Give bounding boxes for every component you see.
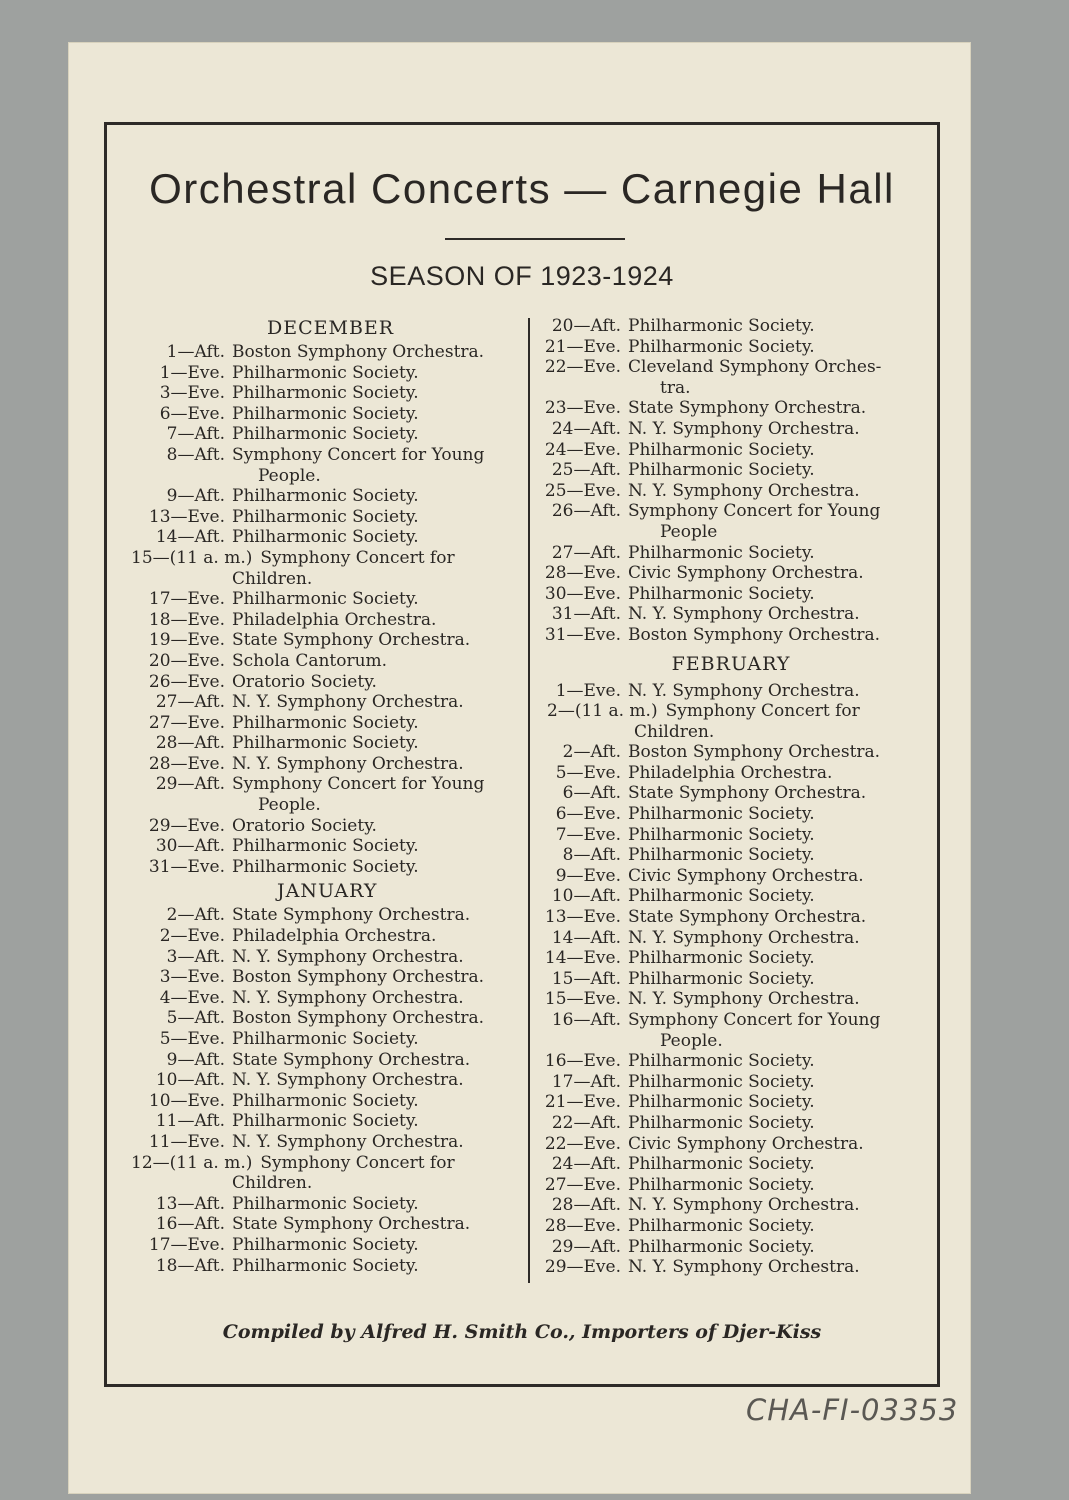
entry-event: State Symphony Orchestra. (232, 905, 471, 926)
entry-date: 4—Eve. (159, 987, 225, 1008)
page-title: Orchestral Concerts — Carnegie Hall (149, 165, 895, 212)
entry-event: Philharmonic Society. (232, 1029, 419, 1049)
entry-date: 18—Eve. (148, 609, 225, 630)
schedule-entry (131, 926, 523, 947)
entry-event: Philharmonic Society. (628, 1071, 815, 1092)
entry-event: Symphony Concert for Young (232, 444, 485, 465)
schedule-entry (533, 742, 929, 763)
schedule-entry (533, 969, 929, 990)
february-schedule-list (533, 681, 929, 1278)
schedule-entry (533, 357, 929, 378)
entry-event: N. Y. Symphony Orchestra. (232, 1070, 464, 1091)
schedule-entry (131, 857, 523, 878)
entry-event: Philharmonic Society. (232, 1111, 419, 1132)
entry-event: Philadelphia Orchestra. (232, 926, 437, 947)
entry-event: Philharmonic Society. (232, 424, 419, 445)
schedule-entry (131, 363, 523, 384)
schedule-entry (533, 460, 929, 481)
entry-event: Civic Symphony Orchestra. (628, 865, 864, 886)
schedule-entry (533, 1195, 929, 1216)
schedule-entry (533, 563, 929, 584)
entry-event: N. Y. Symphony Orchestra. (232, 692, 464, 713)
entry-date: 15—Eve. (544, 989, 621, 1010)
entry-event: Philharmonic Society. (628, 460, 815, 481)
entry-event: Cleveland Symphony Orches- (628, 357, 882, 378)
schedule-entry (131, 1235, 523, 1256)
entry-date: 27—Eve. (544, 1174, 621, 1195)
schedule-entry (533, 584, 929, 605)
entry-date: 22—Eve. (544, 357, 621, 378)
entry-event: N. Y. Symphony Orchestra. (232, 987, 464, 1008)
entry-event: Symphony Concert for (260, 547, 455, 568)
entry-date: 31—Aft. (551, 604, 621, 625)
entry-event: Philharmonic Society. (628, 845, 815, 866)
entry-date: 16—Aft. (155, 1214, 225, 1235)
entry-date: 5—Aft. (166, 1008, 225, 1029)
season-heading: SEASON OF 1923-1924 (370, 261, 674, 291)
schedule-entry (533, 825, 929, 846)
entry-date: 29—Eve. (544, 1257, 621, 1278)
entry-date: 22—Eve. (544, 1133, 621, 1154)
schedule-entry (533, 604, 929, 625)
entry-date: 26—Eve. (148, 671, 225, 692)
schedule-entry (533, 1175, 929, 1196)
entry-event: Oratorio Society. (232, 815, 377, 836)
entry-event: Philadelphia Orchestra. (628, 762, 833, 783)
entry-date: 13—Aft. (155, 1193, 225, 1214)
entry-event: Philharmonic Society. (628, 1174, 815, 1195)
entry-date: 28—Aft. (551, 1195, 621, 1216)
entry-date: 30—Aft. (155, 836, 225, 857)
entry-date: 13—Eve. (544, 907, 621, 928)
schedule-entry (131, 1029, 523, 1050)
entry-event: State Symphony Orchestra. (628, 783, 867, 804)
schedule-entry (533, 1010, 929, 1031)
schedule-entry (131, 1008, 523, 1029)
entry-event: N. Y. Symphony Orchestra. (232, 946, 464, 967)
schedule-entry (533, 866, 929, 887)
entry-date: 2—Aft. (166, 905, 225, 926)
january-schedule-list (131, 905, 523, 1276)
entry-event-continuation: People. (258, 465, 321, 486)
entry-event: Philharmonic Society. (232, 733, 419, 754)
schedule-entry (533, 1072, 929, 1093)
title-divider (445, 238, 625, 240)
schedule-entry (131, 1153, 523, 1174)
entry-date: 6—Eve. (159, 403, 225, 424)
entry-event: Boston Symphony Orchestra. (232, 342, 485, 362)
entry-event-continuation: Children. (232, 1173, 313, 1194)
column-divider (528, 318, 530, 1283)
entry-date: 28—Eve. (544, 563, 621, 584)
schedule-entry (533, 763, 929, 784)
entry-event: Philharmonic Society. (628, 1051, 815, 1072)
entry-event: Philharmonic Society. (232, 589, 419, 610)
entry-event: State Symphony Orchestra. (628, 398, 867, 419)
entry-event: Philharmonic Society. (628, 1092, 815, 1113)
entry-event: Philharmonic Society. (628, 583, 815, 604)
schedule-entry (131, 1194, 523, 1215)
entry-event: Symphony Concert for Young (232, 774, 485, 795)
entry-date: 13—Eve. (148, 506, 225, 527)
schedule-entry (131, 733, 523, 754)
entry-event: Philharmonic Society. (232, 836, 419, 857)
entry-event: Symphony Concert for Young (628, 501, 881, 522)
entry-date: 9—Aft. (166, 1049, 225, 1070)
entry-event: Boston Symphony Orchestra. (628, 624, 881, 645)
entry-event: Philharmonic Society. (232, 527, 419, 548)
entry-event: Philharmonic Society. (232, 403, 419, 424)
entry-event: Philharmonic Society. (628, 336, 815, 357)
entry-date: 31—Eve. (148, 856, 225, 877)
entry-event: Philharmonic Society. (628, 968, 815, 989)
entry-event: Philharmonic Society. (628, 1215, 815, 1236)
entry-date: 20—Eve. (148, 650, 225, 671)
entry-date: 31—Eve. (544, 624, 621, 645)
compiler-credit: Compiled by Alfred H. Smith Co., Importers of Djer-Kiss (222, 1321, 822, 1343)
schedule-entry (131, 713, 523, 734)
entry-date: 28—Eve. (148, 753, 225, 774)
entry-date: 8—Aft. (562, 845, 621, 866)
schedule-entry (533, 1216, 929, 1237)
schedule-entry (131, 1256, 523, 1277)
schedule-entry (131, 486, 523, 507)
entry-date: 10—Aft. (155, 1070, 225, 1091)
entry-date: 3—Eve. (159, 967, 225, 988)
entry-date: 16—Eve. (544, 1051, 621, 1072)
entry-event: Symphony Concert for (260, 1152, 455, 1173)
entry-date: 12—(11 a. m.) (131, 1152, 253, 1173)
schedule-entry (533, 886, 929, 907)
entry-date: 3—Aft. (166, 946, 225, 967)
entry-date: 6—Eve. (555, 804, 621, 825)
schedule-entry (131, 967, 523, 988)
entry-event: Philharmonic Society. (628, 824, 815, 845)
entry-event: Symphony Concert for (665, 701, 860, 722)
schedule-entry (533, 701, 929, 722)
schedule-entry (131, 1091, 523, 1112)
entry-event: Symphony Concert for Young (628, 1010, 881, 1030)
schedule-entry (131, 651, 523, 672)
entry-date: 24—Aft. (551, 418, 621, 439)
schedule-entry (131, 404, 523, 425)
entry-date: 27—Aft. (551, 542, 621, 563)
entry-date: 26—Aft. (551, 501, 621, 522)
entry-event-continuation: People. (258, 795, 321, 816)
entry-date: 24—Aft. (551, 1154, 621, 1175)
schedule-entry (131, 342, 523, 363)
schedule-right-column (533, 316, 929, 1278)
entry-date: 17—Eve. (148, 1234, 225, 1255)
entry-date: 7—Aft. (166, 424, 225, 445)
schedule-entry (131, 774, 523, 795)
schedule-entry (533, 1237, 929, 1258)
entry-date: 28—Aft. (155, 733, 225, 754)
entry-date: 21—Eve. (544, 336, 621, 357)
entry-event: Oratorio Society. (232, 671, 377, 692)
entry-event: Philharmonic Society. (232, 856, 419, 877)
entry-event: Philharmonic Society. (232, 506, 419, 527)
entry-date: 1—Aft. (166, 342, 225, 362)
entry-date: 15—Aft. (551, 968, 621, 989)
entry-event: Philharmonic Society. (628, 948, 815, 969)
schedule-entry (533, 440, 929, 461)
entry-date: 10—Eve. (148, 1090, 225, 1111)
schedule-entry (131, 672, 523, 693)
schedule-entry (533, 501, 929, 522)
entry-event: Philharmonic Society. (232, 1090, 419, 1111)
entry-event: Philharmonic Society. (628, 804, 815, 825)
entry-event: Philharmonic Society. (232, 712, 419, 733)
schedule-entry (533, 1154, 929, 1175)
entry-date: 9—Aft. (166, 486, 225, 507)
schedule-entry (533, 845, 929, 866)
entry-date: 30—Eve. (544, 583, 621, 604)
schedule-entry (131, 445, 523, 466)
entry-date: 5—Eve. (555, 762, 621, 783)
schedule-entry (131, 905, 523, 926)
entry-event: N. Y. Symphony Orchestra. (628, 418, 860, 439)
entry-event: Philharmonic Society. (628, 1154, 815, 1175)
entry-event: N. Y. Symphony Orchestra. (232, 1131, 464, 1152)
entry-date: 2—Eve. (159, 926, 225, 947)
entry-event: State Symphony Orchestra. (232, 630, 471, 651)
entry-event: Civic Symphony Orchestra. (628, 563, 864, 584)
schedule-entry (131, 754, 523, 775)
schedule-entry (131, 1214, 523, 1235)
schedule-entry (131, 692, 523, 713)
entry-date: 7—Eve. (555, 824, 621, 845)
entry-date: 10—Aft. (551, 886, 621, 907)
entry-event: Philharmonic Society. (628, 316, 815, 336)
schedule-entry (533, 989, 929, 1010)
entry-date: 27—Aft. (155, 692, 225, 713)
month-heading-december: DECEMBER (267, 317, 395, 339)
schedule-entry (131, 424, 523, 445)
schedule-entry (533, 804, 929, 825)
entry-event: Philharmonic Society. (232, 486, 419, 507)
entry-event: Philharmonic Society. (232, 383, 419, 404)
entry-date: 2—Aft. (562, 742, 621, 763)
entry-event: N. Y. Symphony Orchestra. (628, 1257, 860, 1278)
entry-event: N. Y. Symphony Orchestra. (628, 1195, 860, 1216)
entry-event: Civic Symphony Orchestra. (628, 1133, 864, 1154)
entry-event: N. Y. Symphony Orchestra. (628, 989, 860, 1010)
entry-date: 16—Aft. (551, 1010, 621, 1030)
december-schedule-list (131, 342, 523, 877)
entry-date: 22—Aft. (551, 1112, 621, 1133)
schedule-entry (131, 1132, 523, 1153)
entry-event: Philharmonic Society. (232, 1234, 419, 1255)
entry-event: Schola Cantorum. (232, 650, 388, 671)
entry-date: 1—Eve. (555, 680, 621, 701)
schedule-entry (533, 907, 929, 928)
entry-date: 24—Eve. (544, 439, 621, 460)
entry-event: Philharmonic Society. (628, 1112, 815, 1133)
entry-date: 27—Eve. (148, 712, 225, 733)
month-heading-january: JANUARY (277, 880, 378, 903)
entry-event: Philharmonic Society. (628, 542, 815, 563)
entry-event: N. Y. Symphony Orchestra. (628, 680, 860, 701)
schedule-entry (533, 783, 929, 804)
schedule-entry (533, 337, 929, 358)
schedule-entry (533, 948, 929, 969)
entry-date: 29—Aft. (155, 774, 225, 795)
schedule-entry (131, 548, 523, 569)
entry-date: 8—Aft. (166, 444, 225, 465)
entry-date: 21—Eve. (544, 1092, 621, 1113)
entry-date: 14—Aft. (155, 527, 225, 548)
schedule-entry (533, 1051, 929, 1072)
entry-event: State Symphony Orchestra. (232, 1214, 471, 1235)
schedule-entry (131, 816, 523, 837)
schedule-entry (131, 1050, 523, 1071)
entry-date: 19—Eve. (148, 630, 225, 651)
schedule-entry (533, 419, 929, 440)
entry-date: 2—(11 a. m.) (547, 701, 658, 722)
schedule-entry (533, 928, 929, 949)
schedule-entry (533, 316, 929, 337)
entry-date: 23—Eve. (544, 398, 621, 419)
entry-date: 14—Eve. (544, 948, 621, 969)
entry-date: 5—Eve. (159, 1029, 225, 1049)
schedule-entry (533, 543, 929, 564)
entry-event: Philharmonic Society. (232, 362, 419, 383)
page-border (104, 122, 940, 1387)
entry-event: Philharmonic Society. (628, 886, 815, 907)
entry-event: Philadelphia Orchestra. (232, 609, 437, 630)
entry-event: State Symphony Orchestra. (232, 1049, 471, 1070)
schedule-entry (131, 1070, 523, 1091)
schedule-entry (533, 1092, 929, 1113)
entry-event: State Symphony Orchestra. (628, 907, 867, 928)
entry-event-continuation: People. (660, 1030, 723, 1051)
entry-event: Philharmonic Society. (628, 1236, 815, 1257)
entry-date: 15—(11 a. m.) (131, 547, 253, 568)
schedule-entry (131, 988, 523, 1009)
entry-event: Philharmonic Society. (232, 1193, 419, 1214)
entry-date: 9—Eve. (555, 865, 621, 886)
entry-date: 25—Aft. (551, 460, 621, 481)
entry-event: Philharmonic Society. (628, 439, 815, 460)
entry-date: 29—Aft. (551, 1236, 621, 1257)
entry-date: 17—Aft. (551, 1071, 621, 1092)
entry-event-continuation: tra. (660, 377, 691, 398)
schedule-left-column (131, 316, 523, 1276)
entry-event-continuation: Children. (634, 721, 715, 742)
schedule-entry (131, 507, 523, 528)
entry-event: N. Y. Symphony Orchestra. (232, 753, 464, 774)
entry-date: 28—Eve. (544, 1215, 621, 1236)
entry-event: Boston Symphony Orchestra. (232, 1008, 485, 1029)
entry-event: N. Y. Symphony Orchestra. (628, 604, 860, 625)
entry-date: 6—Aft. (562, 783, 621, 804)
entry-event: Boston Symphony Orchestra. (628, 742, 881, 763)
entry-event: N. Y. Symphony Orchestra. (628, 480, 860, 501)
entry-event: Boston Symphony Orchestra. (232, 967, 485, 988)
month-heading-february: FEBRUARY (671, 652, 791, 675)
schedule-entry (533, 398, 929, 419)
schedule-entry (533, 481, 929, 502)
entry-date: 18—Aft. (155, 1255, 225, 1276)
entry-date: 20—Aft. (551, 316, 621, 336)
schedule-entry (131, 630, 523, 651)
entry-event-continuation: People (660, 521, 718, 542)
entry-date: 3—Eve. (159, 383, 225, 404)
concert-flyer (68, 42, 971, 1494)
schedule-entry (533, 681, 929, 702)
entry-event-continuation: Children. (232, 568, 313, 589)
january-continued-schedule-list (533, 316, 929, 646)
schedule-entry (131, 610, 523, 631)
schedule-entry (131, 383, 523, 404)
schedule-entry (131, 527, 523, 548)
schedule-entry (131, 589, 523, 610)
entry-date: 14—Aft. (551, 927, 621, 948)
schedule-entry (533, 625, 929, 646)
entry-event: Philharmonic Society. (232, 1255, 419, 1276)
schedule-entry (533, 1134, 929, 1155)
schedule-entry (533, 1113, 929, 1134)
schedule-entry (131, 1111, 523, 1132)
schedule-entry (131, 836, 523, 857)
schedule-entry (131, 947, 523, 968)
entry-date: 1—Eve. (159, 362, 225, 383)
schedule-entry (533, 1257, 929, 1278)
entry-date: 11—Eve. (148, 1131, 225, 1152)
entry-event: N. Y. Symphony Orchestra. (628, 927, 860, 948)
entry-date: 11—Aft. (155, 1111, 225, 1132)
archive-catalog-number: CHA-FI-03353 (746, 1393, 959, 1427)
entry-date: 29—Eve. (148, 815, 225, 836)
entry-date: 25—Eve. (544, 480, 621, 501)
entry-date: 17—Eve. (148, 589, 225, 610)
